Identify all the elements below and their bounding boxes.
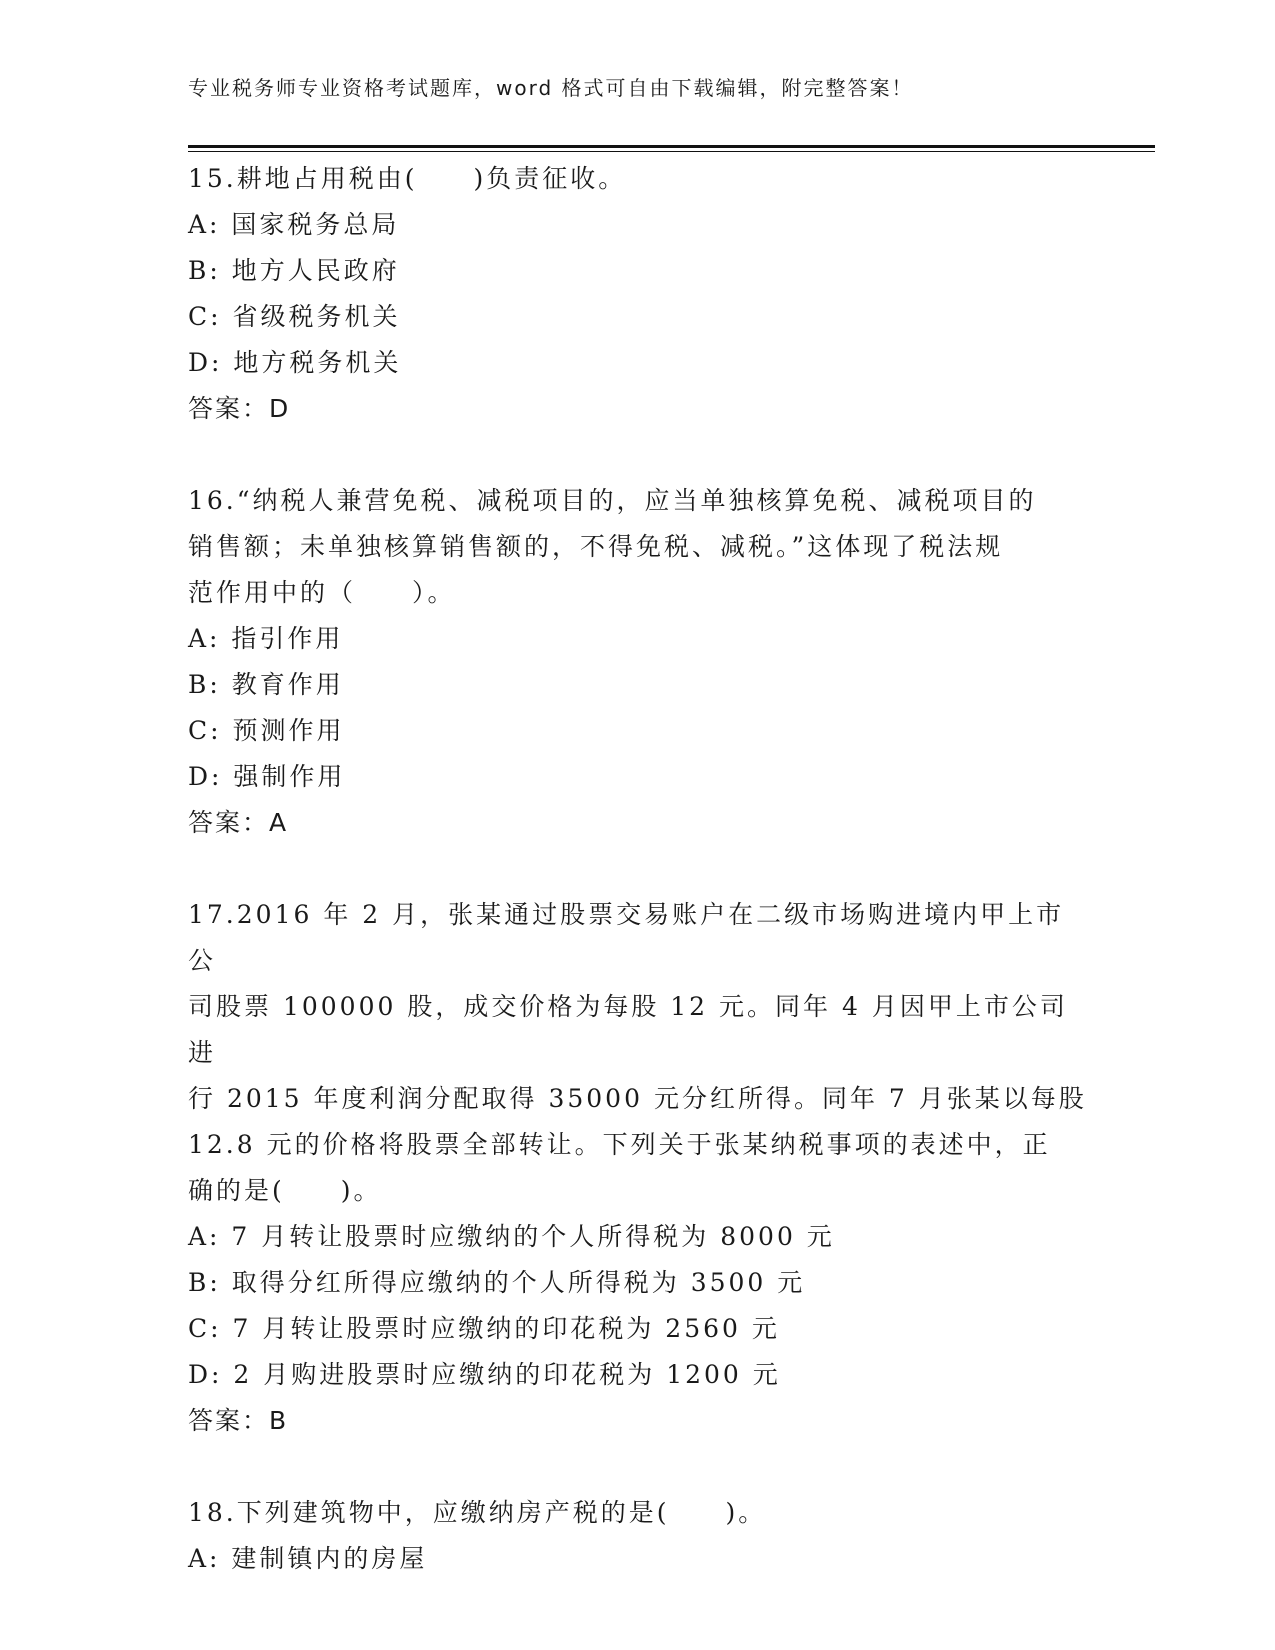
option-b: B: 地方人民政府: [188, 256, 400, 285]
question-stem-line: 17.2016 年 2 月，张某通过股票交易账户在二级市场购进境内甲上市公: [188, 900, 1065, 975]
question-stem-line: 司股票 100000 股，成交价格为每股 12 元。同年 4 月因甲上市公司进: [188, 992, 1068, 1067]
option-a: A: 国家税务总局: [188, 210, 400, 239]
option-d: D: 2 月购进股票时应缴纳的印花税为 1200 元: [188, 1360, 781, 1389]
question-18: [188, 1490, 1088, 1582]
option-c: C: 7 月转让股票时应缴纳的印花税为 2560 元: [188, 1314, 780, 1343]
option-c: C: 预测作用: [188, 716, 345, 745]
question-stem-line: 范作用中的（ ）。: [188, 578, 456, 607]
question-stem-line: 行 2015 年度利润分配取得 35000 元分红所得。同年 7 月张某以每股: [188, 1084, 1087, 1113]
page-header: 专业税务师专业资格考试题库，word 格式可自由下载编辑，附完整答案！: [188, 76, 914, 100]
option-b: B: 教育作用: [188, 670, 344, 699]
option-a: A: 建制镇内的房屋: [188, 1544, 428, 1573]
question-17: [188, 892, 1088, 1444]
question-15: [188, 156, 1088, 432]
answer-line: 答案：A: [188, 808, 289, 837]
question-stem-line: 18.下列建筑物中，应缴纳房产税的是( )。: [188, 1498, 767, 1527]
option-d: D: 地方税务机关: [188, 348, 402, 377]
question-stem-line: 16.“纳税人兼营免税、减税项目的，应当单独核算免税、减税项目的: [188, 486, 1037, 515]
header-divider-thin: [188, 151, 1155, 152]
option-d: D: 强制作用: [188, 762, 346, 791]
answer-line: 答案：D: [188, 394, 291, 423]
question-stem-line: 12.8 元的价格将股票全部转让。下列关于张某纳税事项的表述中，正: [188, 1130, 1051, 1159]
option-a: A: 7 月转让股票时应缴纳的个人所得税为 8000 元: [188, 1222, 835, 1251]
question-list: [188, 156, 1088, 1628]
question-stem-line: 销售额；未单独核算销售额的，不得免税、减税。”这体现了税法规: [188, 532, 1004, 561]
option-b: B: 取得分红所得应缴纳的个人所得税为 3500 元: [188, 1268, 806, 1297]
answer-line: 答案：B: [188, 1406, 289, 1435]
question-stem-line: 15.耕地占用税由( )负责征收。: [188, 164, 627, 193]
question-stem-line: 确的是( )。: [188, 1176, 382, 1205]
option-a: A: 指引作用: [188, 624, 344, 653]
option-c: C: 省级税务机关: [188, 302, 401, 331]
header-divider-thick: [188, 145, 1155, 148]
question-16: [188, 478, 1088, 846]
